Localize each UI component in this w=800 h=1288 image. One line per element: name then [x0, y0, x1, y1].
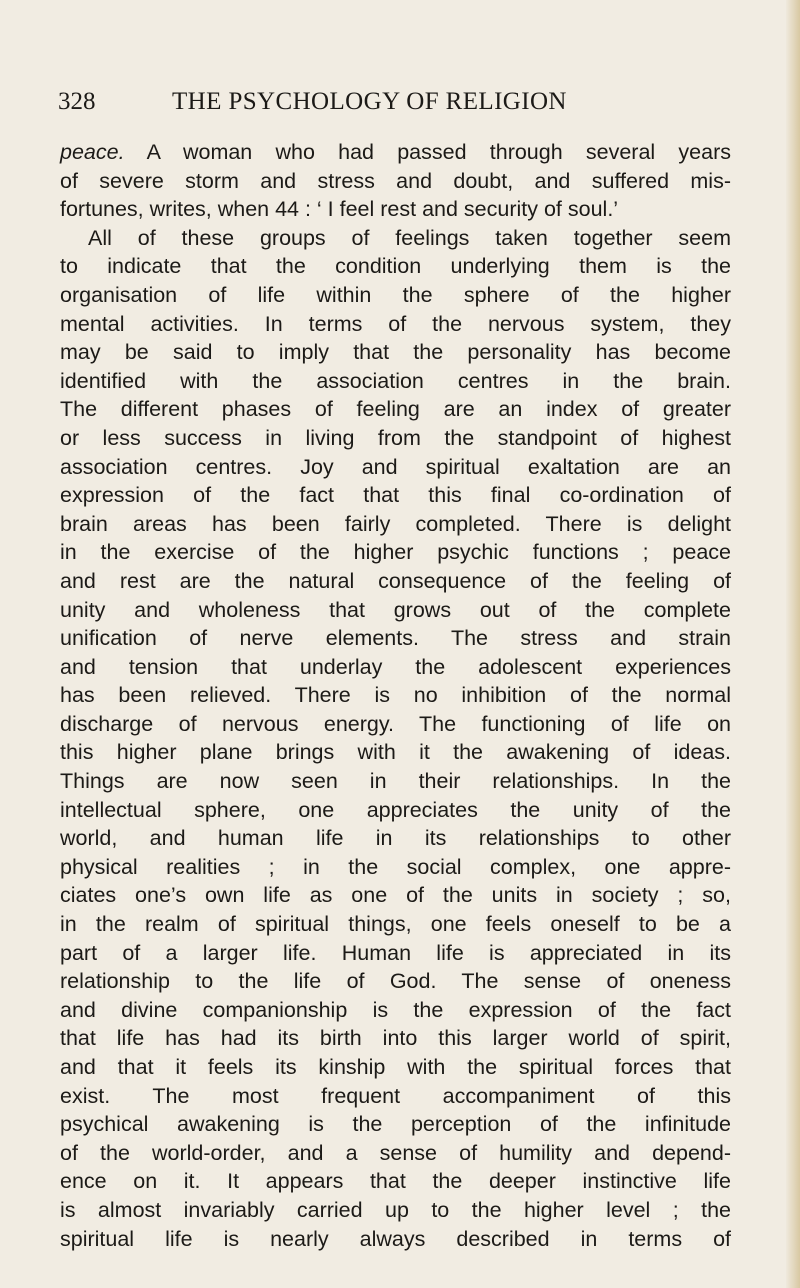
italic-word: peace.: [60, 140, 125, 164]
page-number: 328: [58, 88, 96, 115]
page-edge: [786, 0, 800, 1288]
text-line: that life has had its birth into this larger world of spirit,: [60, 1026, 731, 1051]
text-line: unity and wholeness that grows out of the complete: [60, 597, 731, 622]
text-line: The different phases of feeling are an index of greater: [60, 397, 731, 422]
text-line: part of a larger life. Human life is appreciated in its: [60, 940, 731, 965]
text-line: association centres. Joy and spiritual exaltation are an: [60, 454, 731, 479]
text-line: of the world-order, and a sense of humility and depend-: [60, 1140, 731, 1165]
text-line: brain areas has been fairly completed. There is delight: [60, 511, 731, 536]
text-line: organisation of life within the sphere of the higher: [60, 282, 731, 307]
text-line: world, and human life in its relationships to other: [60, 826, 731, 851]
text-line: mental activities. In terms of the nervous system, they: [60, 311, 731, 336]
text-line: and that it feels its kinship with the spiritual forces that: [60, 1055, 731, 1079]
text-line: and rest are the natural consequence of the feeling of: [60, 568, 731, 593]
text-line: fortunes, writes, when 44 : ‘ I feel rest and security of soul.’: [60, 197, 619, 222]
text-line: psychical awakening is the perception of the infinitude: [60, 1112, 731, 1137]
text-line: Things are now seen in their relationships. In the: [60, 769, 731, 794]
text-line: and divine companionship is the expression of the fact: [60, 997, 731, 1022]
text-line: unification of nerve elements. The stress and strain: [60, 626, 731, 651]
body-text: [60, 138, 731, 1253]
text-line: physical realities ; in the social complex, one appre-: [60, 854, 731, 879]
text-line: relationship to the life of God. The sense of oneness: [60, 969, 731, 994]
text-line: of severe storm and stress and doubt, and suffered mis-: [60, 168, 731, 193]
running-head: THE PSYCHOLOGY OF RELIGION: [172, 88, 567, 115]
paragraph-start-line: All of these groups of feelings taken together seem: [88, 225, 731, 250]
text-line: in the exercise of the higher psychic functions ; peace: [60, 540, 731, 565]
text-line: identified with the association centres in the brain.: [60, 368, 731, 393]
text-line: or less success in living from the standpoint of highest: [60, 425, 731, 450]
text-line: intellectual sphere, one appreciates the unity of the: [60, 797, 731, 822]
page-header: [58, 88, 728, 122]
text-line: this higher plane brings with it the awakening of ideas.: [60, 740, 731, 765]
text-line: to indicate that the condition underlying them is the: [60, 254, 731, 279]
text-line: has been relieved. There is no inhibition of the normal: [60, 683, 731, 708]
text-line: is almost invariably carried up to the higher level ; the: [60, 1197, 731, 1222]
text-line: spiritual life is nearly always described in terms of: [60, 1226, 731, 1251]
text-line-rest: A woman who had passed through several years: [124, 140, 731, 164]
text-line: may be said to imply that the personality has become: [60, 340, 731, 365]
text-line: in the realm of spiritual things, one feels oneself to be a: [60, 912, 731, 937]
text-line: and tension that underlay the adolescent experiences: [60, 654, 731, 679]
text-line: ciates one’s own life as one of the units in society ; so,: [60, 883, 731, 908]
text-line: expression of the fact that this final co-ordination of: [60, 483, 731, 508]
text-line: exist. The most frequent accompaniment of this: [60, 1083, 731, 1108]
text-line: ence on it. It appears that the deeper instinctive life: [60, 1169, 731, 1194]
text-line: discharge of nervous energy. The functioning of life on: [60, 711, 731, 736]
text-line: [60, 138, 731, 167]
